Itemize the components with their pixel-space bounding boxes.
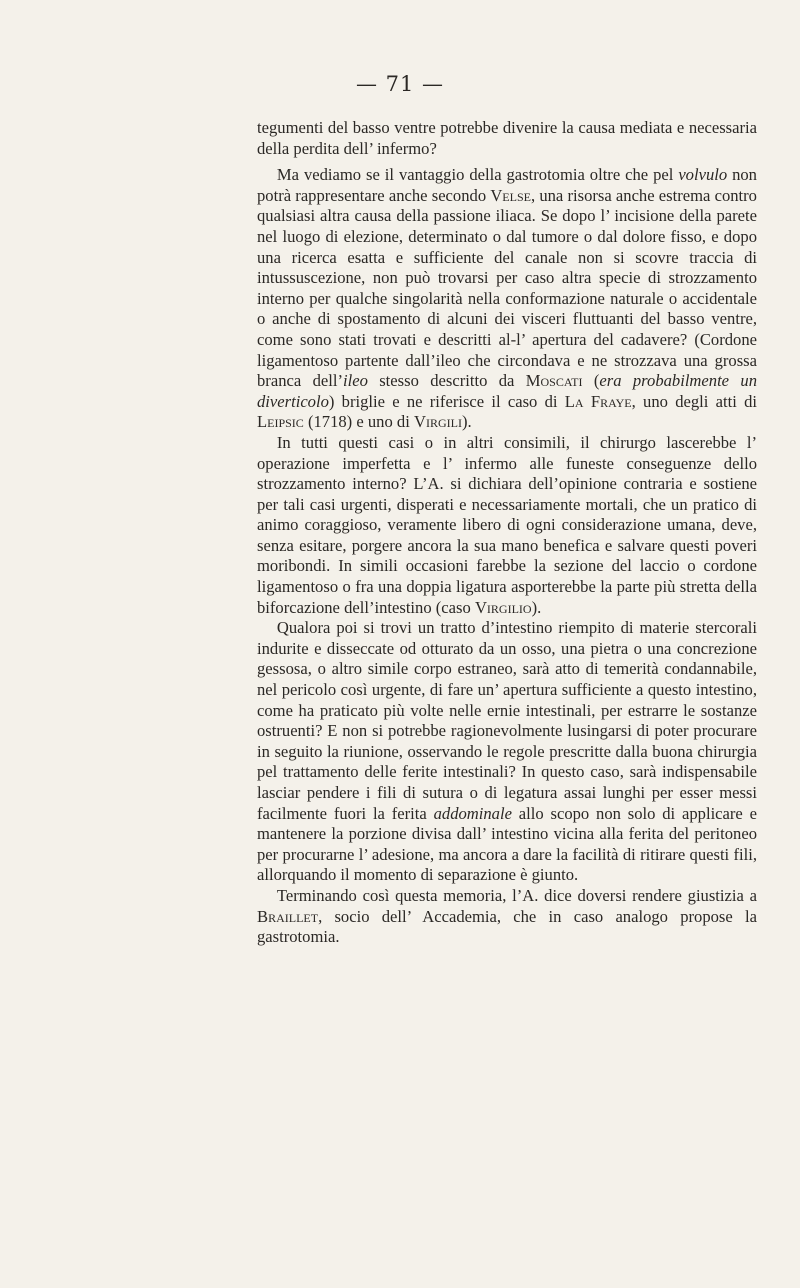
page-number: — 71 — (355, 72, 445, 96)
text-run: In tutti questi casi o in altri consimili, il chirurgo lascerebbe l’ operazione imperfetta e l’ infermo alle funeste conseguenze dello strozzamento interno? L’A. si dichiara dell’opinione contraria e sostiene per tali casi urgenti, disperati e necessariamente mortali, che un pratico di animo coraggioso, veramente libero di ogni considerazione umana, deve, senza esitare, porgere ancora la sua mano benefica e salvare questi poveri moribondi. In simili occasioni farebbe la sezione del laccio o cordone ligamentoso o fra una doppia ligatura asporterebbe la parte più stretta della biforcazione dell’intestino (caso (257, 432, 757, 617)
author-name: Velse (490, 185, 531, 205)
paragraph (257, 165, 757, 433)
text-run: tegumenti del basso ventre potrebbe divenire la causa mediata e necessaria della perdita dell’ infermo? (257, 118, 757, 158)
text-run: Qualora poi si trovi un tratto d’intestino riempito di materie stercorali indurite e disseccate od otturato da un osso, una pietra o una concrezione gessosa, o altro simile corpo estraneo, sarà atto di temerità condannabile, nel pericolo così urgente, di fare un’ apertura sufficiente a questo intestino, come ha praticato più volte nelle ernie intestinali, per estrarre le sostanze ostruenti? E non si potrebbe ragionevolmente lusingarsi di poter procurare in seguito la riunione, osservando le regole prescritte dalla buona chirurgia pel trattamento delle ferite intestinali? In questo caso, sarà indispensabile lasciar pendere i fili di sutura o di legatura assai lunghi per esser messi facilmente fuori la ferita (257, 618, 757, 823)
author-name: La Fraye (564, 391, 632, 411)
text-run: , uno degli atti di (631, 391, 757, 411)
italic-text: ileo (342, 371, 368, 391)
author-name: Virgili (413, 412, 462, 432)
text-run: , una risorsa anche estrema contro qualsiasi altra causa della passione iliaca. Se dopo l’ incisione della parete nel luogo di elezione, determinato o dal tumore o dal dolore fisso, e dopo una ricerca esatta e sufficiente del canale non si scovre traccia di intussuscezione, non può trovarsi per caso altra specie di strozzamento interno per qualche singolarità nella conformazione naturale o accidentale o anche di spostamento di alcuni dei visceri fluttuanti del basso ventre, come sono stati trovati e descritti al-l’ apertura del cadavere? (Cordone ligamentoso partente dall’ileo che circondava e ne strozzava una grossa branca dell’ (257, 185, 757, 391)
text-run: stesso descritto da (367, 371, 526, 391)
text-run: ). (461, 412, 472, 432)
text-run: Terminando così questa memoria, l’A. dice doversi rendere giustizia a (276, 885, 757, 905)
text-run: (1718) e uno di (303, 412, 414, 432)
paragraph (257, 433, 757, 618)
text-run: ( (582, 371, 600, 391)
italic-text: volvulo (678, 165, 728, 185)
text-run: non potrà rappresentare anche secondo (257, 165, 757, 205)
author-name: Braillet (257, 906, 319, 926)
paragraph (257, 886, 757, 948)
paragraph (257, 118, 757, 159)
text-run: Ma vediamo se il vantaggio della gastrotomia oltre che pel (276, 165, 679, 185)
author-name: Leipsic (257, 412, 304, 432)
author-name: Virgilio (474, 597, 532, 617)
text-run: allo scopo non solo di applicare e mantenere la porzione divisa dall’ intestino vicina alla ferita del peritoneo per procurarne l’ adesione, ma ancora a dare la facilità di ritirare questi fili, allorquando il momento di separazione è giunto. (257, 803, 757, 885)
italic-text: addominale (433, 803, 512, 823)
author-name: Moscati (525, 371, 583, 391)
paragraph (257, 618, 757, 886)
text-run: , socio dell’ Accademia, che in caso analogo propose la gastrotomia. (257, 906, 757, 947)
text-run: ). (531, 597, 542, 617)
italic-text: era probabilmente un diverticolo (257, 371, 757, 411)
body-text (257, 118, 757, 948)
text-run: ) briglie e ne riferisce il caso di (328, 391, 565, 411)
